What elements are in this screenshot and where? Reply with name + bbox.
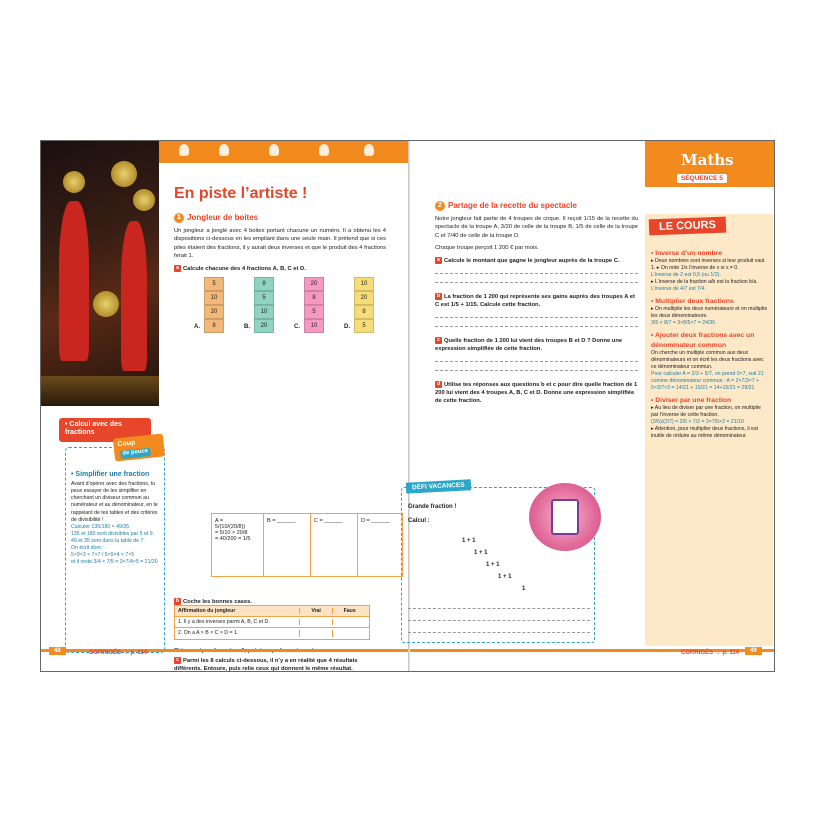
numbered-box: 10 bbox=[304, 319, 324, 333]
theme-tab: • Calcul avec des fractions bbox=[59, 418, 151, 442]
box-stack-c bbox=[294, 277, 324, 333]
question-text: Quelle fraction de 1 200 lui vient des troupes B et D ? Donne une expression simplifiée de cette fraction. bbox=[435, 337, 623, 353]
numbered-box: 20 bbox=[204, 305, 224, 319]
question-text: Parmi les 8 calculs ci-dessous, il n’y a en réalité que 4 résultats différents. Entoure, puis relie ceux qui donnent le même résultat. bbox=[174, 658, 358, 672]
calc-line: = 5/10 × 20/8 bbox=[215, 530, 248, 536]
coup-line: 5×9×3 × 7×7 / 5×9×4 × 7×5 bbox=[71, 551, 135, 558]
coup-text: Avant d’opérer avec des fractions, tu peux essayer de les simplifier en cherchant un diviseur commun au numérateur et au dénominateur, en te rappelant de tes tables et des critères de divisibilité ! bbox=[71, 481, 158, 523]
check-faux[interactable] bbox=[332, 630, 366, 637]
cours-text: ▸ Deux nombres sont inverses si leur produit vaut 1. ▸ On note 1/x l’inverse de x si x ≠ 0. bbox=[651, 258, 765, 272]
cours-text: On cherche un multiple commun aux deux dénominateurs et on écrit les deux fractions avec ce dénominateur commun. bbox=[651, 349, 764, 370]
stage-floor bbox=[41, 376, 159, 406]
coup-de-pouce-badge bbox=[113, 433, 165, 461]
question-c bbox=[174, 657, 386, 672]
juggling-hat bbox=[111, 161, 137, 187]
aff-header: Vrai bbox=[299, 608, 333, 614]
page-title: En piste l’artiste ! bbox=[174, 185, 308, 202]
numbered-box: 20 bbox=[304, 277, 324, 291]
fractions-table bbox=[211, 513, 403, 577]
box-stack-d bbox=[344, 277, 374, 333]
section-title-text: Partage de la recette du spectacle bbox=[448, 201, 577, 211]
col-label: C = ______ bbox=[314, 518, 343, 524]
section-number: 2 bbox=[435, 201, 445, 211]
header-band bbox=[159, 141, 409, 163]
numbered-box: 5 bbox=[304, 305, 324, 319]
section-1-text: Un jongleur a jonglé avec 4 boites portant chacune un numéro. Il a obtenu les 4 dispositions ci-dessous en les empilant dans une seule main. Il prétend que si ces piles étaient des fractions, il y aurait deux inverses et que le produit des 4 fractions ferait 1. bbox=[174, 228, 386, 260]
badge-text: Coup bbox=[117, 439, 136, 449]
section-title-text: Jongleur de boites bbox=[187, 213, 259, 223]
numbered-box: 20 bbox=[354, 291, 374, 305]
cours-text: ▸ L’inverse de la fraction a/b est la fraction b/a. bbox=[651, 279, 758, 286]
answer-line[interactable] bbox=[435, 265, 638, 274]
fraction-col-a bbox=[212, 514, 264, 576]
affirmation-table bbox=[174, 605, 370, 640]
box-stacks bbox=[174, 277, 386, 343]
col-label: A = bbox=[215, 518, 224, 524]
fraction-col-d[interactable] bbox=[358, 514, 404, 576]
section-2-text: Notre jongleur fait partie de 4 troupes de cirque. Il reçoit 1/15 de la recette du spectacle de la troupe A, 3/20 de celle de la troupe B, 1/5 de celle de la troupe C et 7/40 de celle de la troupe D. bbox=[435, 216, 638, 239]
question-a bbox=[435, 257, 638, 265]
answer-line[interactable] bbox=[408, 612, 590, 621]
open-textbook bbox=[40, 140, 775, 672]
numbered-box: 10 bbox=[254, 305, 274, 319]
calc-line: 5/(10/(20/8)) bbox=[215, 524, 246, 530]
fraction-col-c[interactable] bbox=[311, 514, 358, 576]
question-letter: b bbox=[436, 292, 441, 299]
cours-example: L’inverse de 4/7 est 7/4. bbox=[651, 286, 706, 293]
defi-expr-line: 1 + 1 bbox=[474, 550, 488, 556]
stack-label: B. bbox=[244, 323, 250, 330]
numbered-box: 20 bbox=[254, 319, 274, 333]
box-stack-a bbox=[194, 277, 224, 333]
question-text: Calcule chacune des 4 fractions A, B, C et D. bbox=[183, 265, 306, 272]
defi-calc-label: Calcul : bbox=[408, 518, 430, 524]
coup-de-pouce-box bbox=[65, 439, 165, 653]
check-vrai[interactable] bbox=[299, 619, 333, 625]
col-label: D = ______ bbox=[361, 518, 390, 524]
subject-title: Maths bbox=[681, 151, 734, 169]
numbered-box: 10 bbox=[204, 291, 224, 305]
question-b-follow: Si tu as répondu vrai au 1, précise quels sont ces inverses. bbox=[174, 648, 337, 654]
question-text: Utilise tes réponses aux questions b et c pour dire quelle fraction de 1 200 lui vient des 4 troupes A, B, C et D. Donne une expression simplifiée de cette fraction. bbox=[435, 382, 638, 405]
page-number-left: 48 bbox=[49, 647, 66, 655]
cours-heading: • Inverse d’un nombre bbox=[651, 250, 723, 257]
numbered-box: 5 bbox=[354, 319, 374, 333]
col-label: B = ______ bbox=[267, 518, 296, 524]
box-stack-b bbox=[244, 277, 274, 333]
question-text: Coche les bonnes cases. bbox=[183, 599, 252, 606]
answer-line[interactable] bbox=[435, 274, 638, 283]
question-letter: b bbox=[175, 598, 180, 604]
defi-title: Grande fraction ! bbox=[408, 504, 457, 510]
cours-text: ▸ On multiplie les deux numérateurs et on multiplie les deux dénominateurs. bbox=[651, 306, 768, 320]
page-number-right: 49 bbox=[745, 647, 762, 655]
question-c bbox=[435, 337, 638, 353]
cours-heading: • Diviser par une fraction bbox=[651, 396, 732, 404]
aff-row: 1. Il y a des inverses parmi A, B, C et D. bbox=[178, 619, 270, 625]
question-letter: a bbox=[174, 265, 181, 272]
coup-line: et il reste 3/4 × 7/5 = 3×7/4×5 = 21/20 bbox=[71, 558, 158, 565]
left-main-column bbox=[174, 163, 386, 343]
question-letter: c bbox=[174, 657, 181, 664]
stack-label: D. bbox=[344, 323, 350, 330]
cours-example: Pour calculer A = 2/3 + 5/7, on prend 3×7, soit 21 comme dénominateur commun : A = 2×7/3×7 + 5×3/7×3 = 14/21 + 15/21 = 14+15/21 = 29/21 bbox=[651, 370, 764, 391]
section-2-text2: Chaque troupe perçoit 1 200 € par mois. bbox=[435, 245, 539, 252]
aff-header: Affirmation du jongleur bbox=[178, 608, 236, 614]
question-text: La fraction de 1 200 qui représente ses gains auprès des troupes A et C est 1/5 + 1/15. Calcule cette fraction. bbox=[435, 293, 635, 308]
section-1-title bbox=[174, 213, 386, 223]
cours-heading: • Multiplier deux fractions bbox=[651, 298, 734, 306]
cours-title: LE COURS bbox=[649, 217, 726, 236]
stack-label: C. bbox=[294, 323, 300, 330]
cours-example: L’inverse de 2 est 0,5 (ou 1/2). bbox=[651, 272, 721, 279]
section-number: 1 bbox=[174, 213, 184, 223]
juggling-hat bbox=[93, 291, 119, 317]
section-2-title bbox=[435, 201, 638, 211]
answer-line[interactable] bbox=[408, 600, 590, 609]
question-letter: a bbox=[435, 257, 442, 264]
calc-line: = 40/200 = 1/5 bbox=[215, 536, 251, 542]
badge-text-2: de pouce bbox=[120, 448, 150, 459]
fraction-col-b[interactable] bbox=[264, 514, 311, 576]
coup-line: 135 et 180 sont divisibles par 5 et 9. bbox=[71, 530, 155, 537]
check-faux[interactable] bbox=[332, 619, 366, 625]
answer-line[interactable] bbox=[435, 309, 638, 318]
stack-label: A. bbox=[194, 323, 200, 330]
sequence-badge: SÉQUENCE 5 bbox=[677, 174, 727, 183]
acrobat-illustration bbox=[529, 483, 601, 551]
defi-badge: DÉFI VACANCES bbox=[406, 479, 471, 493]
juggling-hat bbox=[63, 171, 85, 193]
answer-line[interactable] bbox=[435, 318, 638, 327]
coup-line: 49 et 35 sont dans la table de 7. bbox=[71, 537, 145, 544]
defi-expr-line: 1 + 1 bbox=[498, 574, 512, 580]
numbered-box: 8 bbox=[354, 305, 374, 319]
right-main-column bbox=[435, 191, 638, 406]
coup-line: On écrit donc : bbox=[71, 544, 105, 551]
cours-example: (3/5)/(2/7) = 3/5 × 7/2 = 3×7/5×2 = 21/10 bbox=[651, 419, 744, 426]
cours-body bbox=[651, 245, 769, 440]
question-a bbox=[174, 265, 386, 273]
numbered-box: 5 bbox=[254, 291, 274, 305]
defi-expr-line: 1 bbox=[522, 586, 526, 592]
question-d bbox=[435, 381, 638, 405]
cours-heading: • Ajouter deux fractions avec un dénominateur commun bbox=[651, 332, 755, 349]
question-letter: c bbox=[435, 337, 442, 344]
answer-line[interactable] bbox=[408, 624, 590, 633]
aff-header: Faux bbox=[332, 608, 366, 614]
numbered-box: 10 bbox=[354, 277, 374, 291]
juggling-hat bbox=[133, 189, 155, 211]
cours-text: ▸ Au lieu de diviser par une fraction, on multiplie par l’inverse de cette fraction. bbox=[651, 405, 761, 419]
answer-line[interactable] bbox=[435, 362, 638, 371]
answer-line[interactable] bbox=[435, 353, 638, 362]
numbered-box: 8 bbox=[254, 277, 274, 291]
numbered-box: 8 bbox=[304, 291, 324, 305]
question-b bbox=[435, 293, 638, 309]
coup-title: • Simplifier une fraction bbox=[71, 471, 150, 478]
circus-photo bbox=[41, 141, 159, 406]
aff-row: 2. On a A × B × C × D = 1. bbox=[178, 630, 239, 636]
dancer-figure bbox=[121, 221, 147, 371]
cours-example: 3/5 × 8/7 = 3×8/5×7 = 24/35 bbox=[651, 320, 716, 327]
question-letter: d bbox=[436, 381, 441, 388]
defi-expr-line: 1 + 1 bbox=[486, 562, 500, 568]
corriges-link-left[interactable]: CORRIGÉS → p. 114 bbox=[89, 650, 148, 656]
defi-expr-line: 1 + 1 bbox=[462, 538, 476, 544]
coup-calc: Calculer 135/180 × 49/35 bbox=[71, 523, 130, 530]
numbered-box: 5 bbox=[204, 277, 224, 291]
cours-text: ▸ Attention, pour multiplier deux fractions, il est inutile de réduire au même dénominateur. bbox=[651, 426, 758, 440]
question-text: Calcule le montant que gagne le jongleur auprès de la troupe C. bbox=[444, 257, 620, 264]
dancer-figure bbox=[59, 201, 89, 361]
numbered-box: 8 bbox=[204, 319, 224, 333]
corriges-link-right[interactable]: CORRIGÉS → p. 114 bbox=[681, 650, 740, 656]
check-vrai[interactable] bbox=[299, 630, 333, 637]
